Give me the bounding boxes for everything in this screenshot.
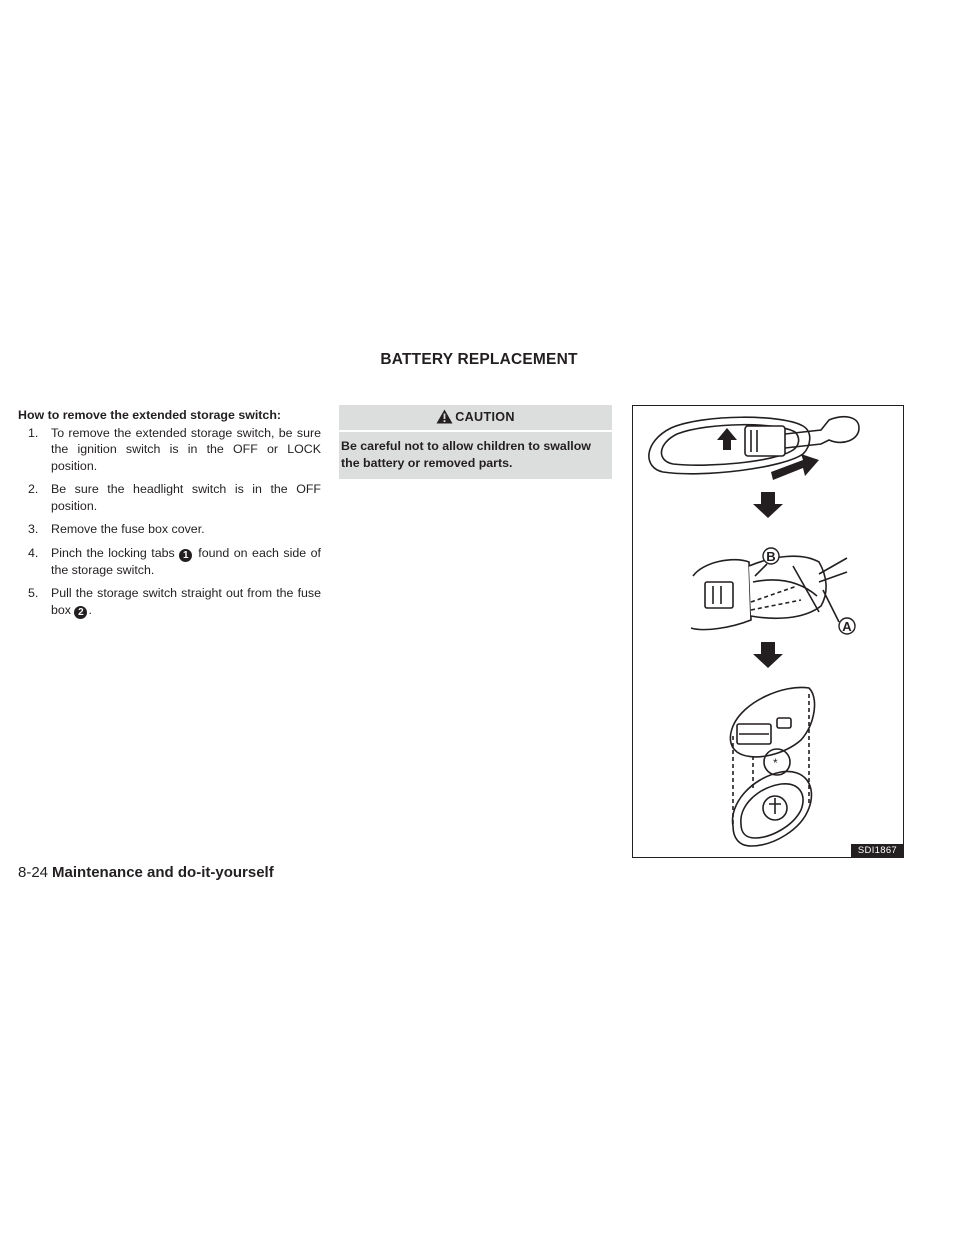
chapter-title: Maintenance and do-it-yourself	[52, 864, 274, 881]
step-number: 4.	[28, 545, 39, 560]
step-4	[18, 545, 321, 579]
section-heading: BATTERY REPLACEMENT	[380, 351, 578, 368]
warning-triangle-icon	[436, 409, 453, 424]
procedure-steps	[18, 425, 321, 619]
step-text: To remove the extended storage switch, be sure the ignition switch is in the OFF or LOCK position.	[51, 425, 321, 473]
key-fob-opening-view	[691, 556, 847, 629]
label-a: A	[842, 619, 852, 634]
caution-header	[339, 405, 612, 430]
step-1	[18, 425, 321, 475]
step-text: Be sure the headlight switch is in the OFF position.	[51, 482, 321, 513]
step-3	[18, 521, 321, 538]
step-text: Pull the storage switch straight out from the fuse box	[51, 586, 321, 617]
caution-box	[339, 405, 612, 479]
exploded-battery-view	[730, 687, 814, 846]
page-footer	[18, 864, 274, 881]
key-fob-top-view	[649, 417, 859, 474]
up-arrow-icon	[717, 428, 737, 450]
step-text: found on each side of the storage switch.	[51, 545, 321, 577]
callout-2-icon: 2	[74, 606, 87, 619]
down-arrow-icon	[753, 492, 783, 518]
down-arrow-icon	[753, 642, 783, 668]
page-number: 8-24	[18, 864, 49, 881]
callout-1-icon: 1	[179, 549, 192, 562]
label-b: B	[766, 549, 776, 564]
step-number: 2.	[28, 482, 39, 496]
step-5	[18, 585, 321, 619]
key-fob-diagram	[633, 406, 903, 857]
figure-code: SDI1867	[851, 844, 903, 857]
step-text: Remove the fuse box cover.	[51, 522, 205, 536]
battery-replacement-figure	[632, 405, 904, 858]
step-text: Pinch the locking tabs	[51, 545, 175, 560]
step-text: .	[88, 602, 92, 617]
caution-title: CAUTION	[455, 410, 515, 424]
procedure-column	[18, 407, 321, 626]
svg-text:*: *	[773, 756, 778, 770]
step-2	[18, 481, 321, 514]
procedure-subheading: How to remove the extended storage switch:	[18, 408, 282, 422]
step-number: 3.	[28, 522, 39, 536]
step-number: 1.	[28, 425, 39, 440]
step-number: 5.	[28, 586, 39, 600]
caution-text: Be careful not to allow children to swallow the battery or removed parts.	[339, 432, 612, 479]
